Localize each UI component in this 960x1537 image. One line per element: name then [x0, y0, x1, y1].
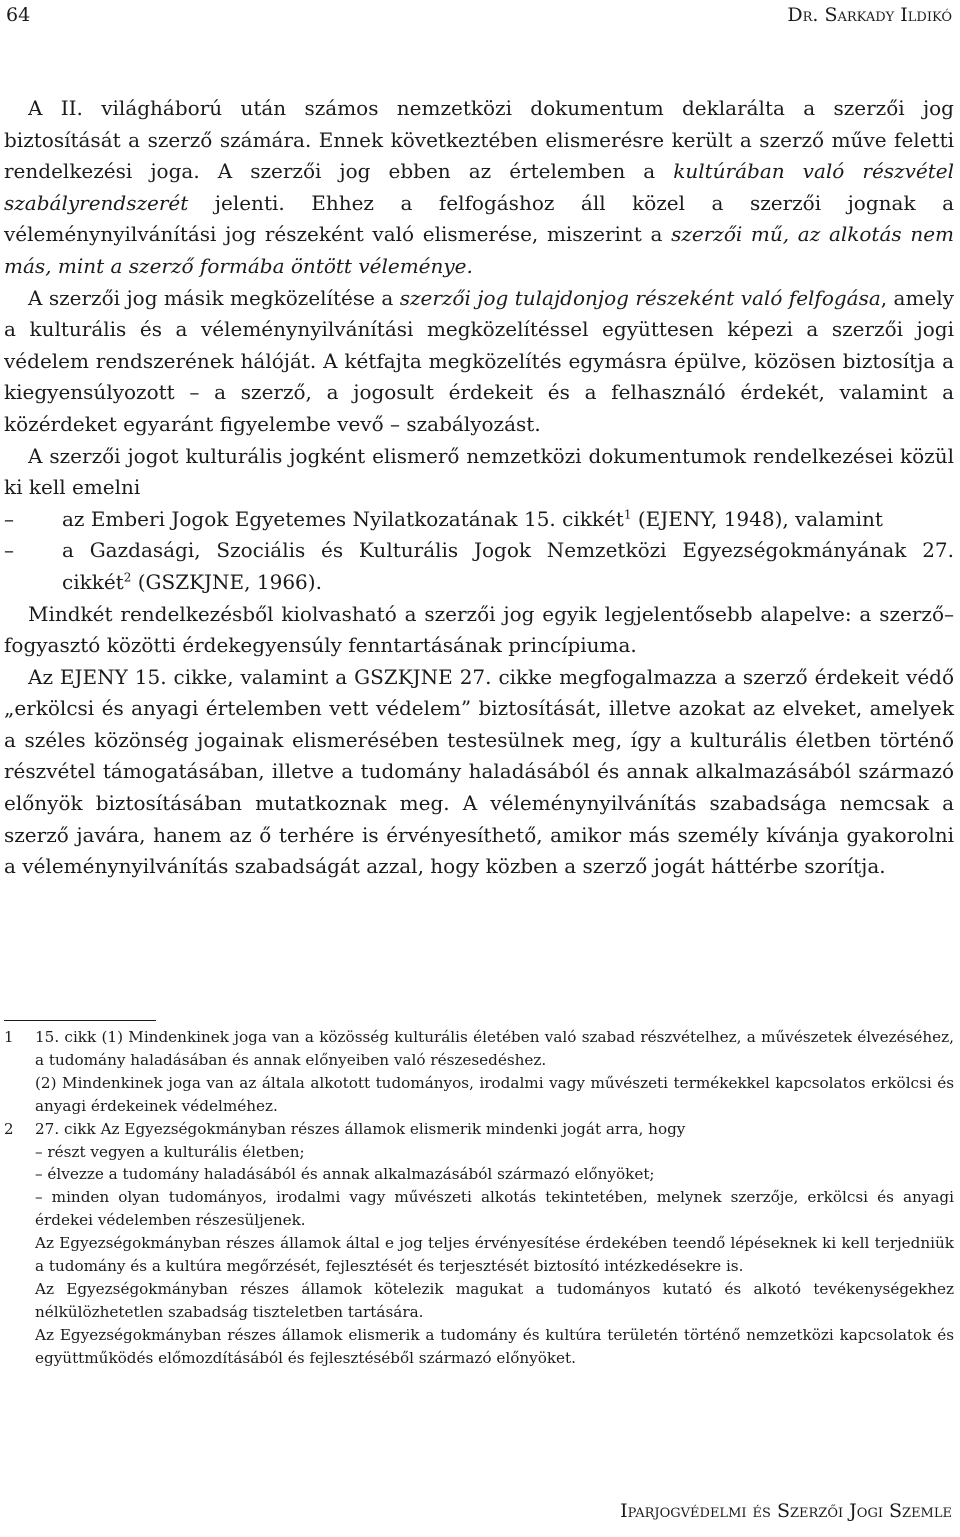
paragraph-5: Az EJENY 15. cikke, valamint a GSZKJNE 27. cikke megfogalmazza a szerző érdekeit védő „erkölcsi és anyagi értelemben vett védelem” biztosítását, illetve azokat az elveket, amelyek a széles közönség jogainak elismerésében testesülnek meg, így a kulturális életben történő részvétel támogatásában, illetve a tudomány haladásából és annak alkalmazásából származó előnyök biztosításában mutatkoznak meg. A véleménynyilvánítás szabadsága nemcsak a szerző javára, hanem az ő terhére is érvényesíthető, amikor más személy kívánja gyakorolni a véleménynyilvánítás szabadságát azzal, hogy közben a szerző jogát háttérbe szorítja.	[4, 664, 954, 879]
running-head-author: Dr. Sarkady Ildikó	[787, 4, 952, 26]
footnote-2-line-4: – minden olyan tudományos, irodalmi vagy művészeti alkotás tekintetében, melynek szerzője, erkölcsi és anyagi érdekei védelemben részesüljenek.	[35, 1188, 954, 1230]
footnote-ref-1[interactable]: 1	[623, 507, 632, 522]
footnote-2-line-1: 27. cikk Az Egyezségokmányban részes államok elismerik mindenki jogát arra, hogy	[35, 1119, 686, 1138]
footnote-2-marker: 2	[4, 1119, 14, 1138]
footnotes	[4, 1026, 954, 1370]
footnote-2-line-3: – élvezze a tudomány haladásából és annak alkalmazásából származó előnyöket;	[35, 1165, 655, 1184]
paragraph-1	[4, 93, 954, 283]
footnote-1	[4, 1026, 954, 1118]
footnote-1-marker: 1	[4, 1028, 14, 1046]
footnote-ref-2[interactable]: 2	[123, 570, 132, 585]
list-dash: –	[4, 538, 14, 563]
footnote-2-line-2: – részt vegyen a kulturális életben;	[35, 1142, 305, 1161]
footnote-1-line-1: 15. cikk (1) Mindenkinek joga van a közösség kulturális életében való szabad részvételhez, a művészetek élvezéséhez, a tudomány haladásában és annak előnyeiben való részesedéshez.	[35, 1028, 954, 1069]
list-item-gszkjne	[4, 535, 954, 598]
list-item-2-text-b: (GSZKJNE, 1966).	[131, 569, 322, 594]
list-item-1-text-b: (EJENY, 1948), valamint	[631, 506, 883, 531]
list-item-1-text-a: az Emberi Jogok Egyetemes Nyilatkozatának 15. cikkét	[62, 506, 624, 531]
paragraph-1-emphasis-1: kultúrában való részvétel szabályrendszerét	[4, 159, 954, 215]
document-list	[4, 504, 954, 599]
footnote-2-line-7: Az Egyezségokmányban részes államok elismerik a tudomány és kultúra területén történő nemzetközi kapcsolatok és együttműködés előmozdításából és fejlesztéséből származó előnyöket.	[35, 1325, 954, 1367]
footnote-2	[4, 1118, 954, 1370]
body-text	[4, 93, 954, 883]
footnote-2-line-5: Az Egyezségokmányban részes államok által e jog teljes érvényesítése érdekében teendő lépéseknek ki kell terjedniük a tudomány és a kultúra megőrzését, fejlesztését és terjesztését biztosító intézkedésekre is.	[35, 1234, 954, 1276]
paragraph-2-emphasis: szerzői jog tulajdonjog részeként való felfogása	[399, 285, 881, 310]
page-number: 64	[6, 4, 31, 26]
footnote-1-line-2: (2) Mindenkinek joga van az általa alkotott tudományos, irodalmi vagy művészeti termékekkel kapcsolatos erkölcsi és anyagi érdekeinek védelméhez.	[35, 1073, 954, 1115]
paragraph-2-text-a: A szerzői jog másik megközelítése a	[28, 285, 400, 310]
paragraph-1-text-b: jelenti. Ehhez a felfogáshoz áll közel a szerzői jognak a véleménynyilvánítási jog részeként való elismerése, miszerint a	[4, 190, 954, 247]
paragraph-1-emphasis-2: szerzői mű, az alkotás nem más, mint a szerző formába öntött véleménye.	[4, 222, 954, 278]
list-item-2-text-a: a Gazdasági, Szociális és Kulturális Jogok Nemzetközi Egyezségokmányának 27. cikkét	[62, 538, 954, 594]
footnote-2-line-6: Az Egyezségokmányban részes államok kötelezik magukat a tudományos kutató és alkotó tevékenységekhez nélkülözhetetlen szabadság tiszteletben tartására.	[35, 1279, 954, 1321]
paragraph-4: Mindkét rendelkezésből kiolvasható a szerzői jog egyik legjelentősebb alapelve: a szerző–fogyasztó közötti érdekegyensúly fenntartásának princípiuma.	[4, 601, 954, 658]
paragraph-2	[4, 283, 954, 441]
paragraph-1-text-a: A II. világháború után számos nemzetközi dokumentum deklarálta a szerzői jog biztosítását a szerző számára. Ennek következtében elismerésre került a szerző műve feletti rendelkezési joga. A szerzői jog ebben az értelemben a	[4, 96, 954, 184]
paragraph-3: A szerzői jogot kulturális jogként elismerő nemzetközi dokumentumok rendelkezései közül ki kell emelni	[4, 443, 954, 500]
journal-title-footer: Iparjogvédelmi és Szerzői Jogi Szemle	[620, 1500, 952, 1522]
paragraph-2-text-b: , amely a kulturális és a véleménynyilvánítási megközelítéssel együttesen képezi a szerzői jogi védelem rendszerének hálóját. A kétfajta megközelítés egymásra épülve, közösen biztosítja a kiegyensúlyozott – a szerző, a jogosult érdekeit és a felhasználó érdekét, valamint a közérdeket egyaránt figyelembe vevő – szabályozást.	[4, 285, 954, 436]
list-dash: –	[4, 506, 14, 531]
footnote-divider	[4, 1020, 156, 1021]
list-item-ejeny	[4, 504, 954, 536]
